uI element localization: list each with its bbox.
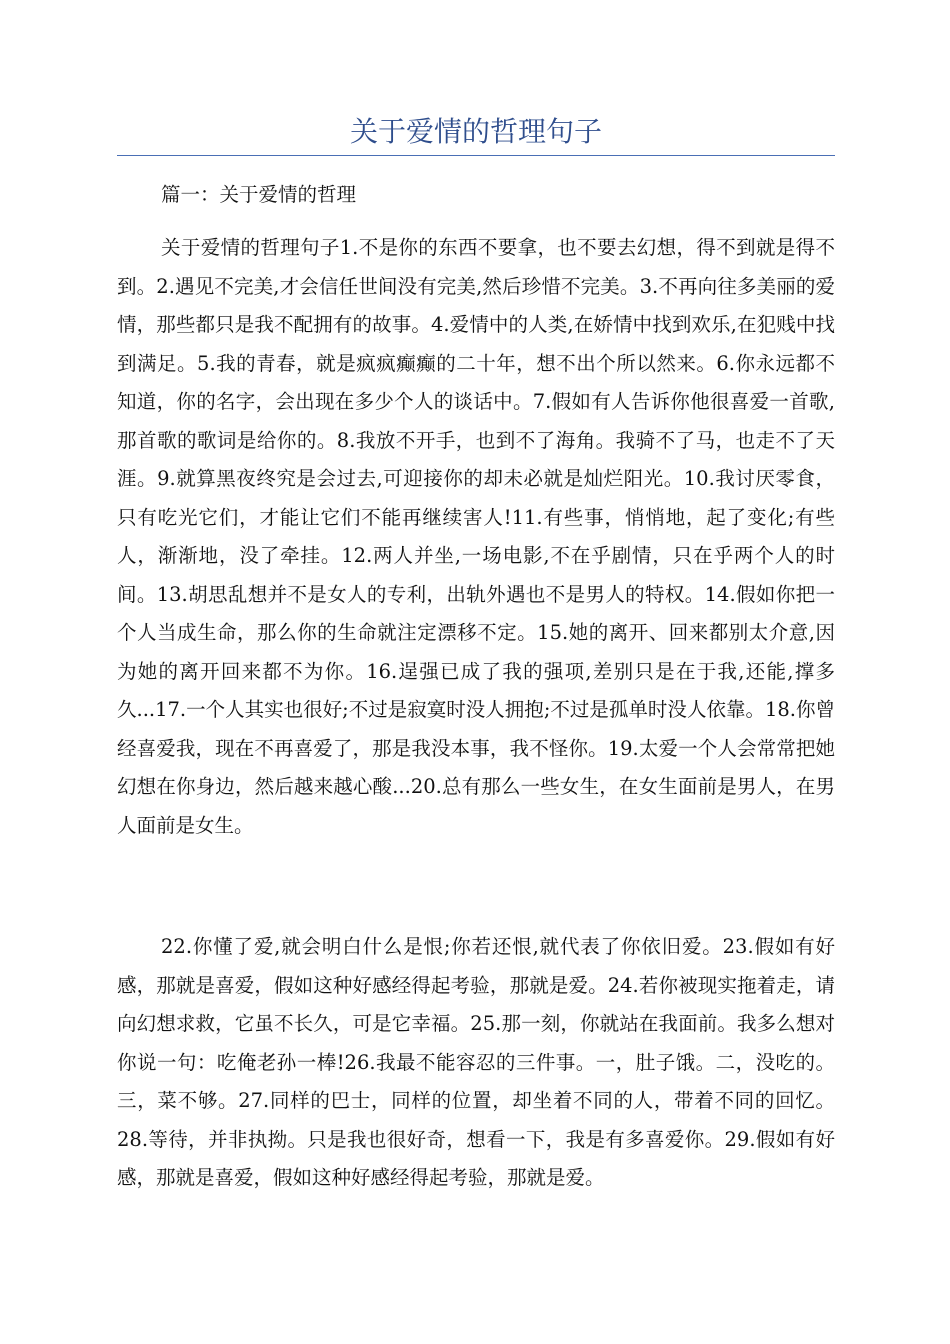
- document-title: 关于爱情的哲理句子: [349, 115, 602, 148]
- title-underline-rule: [117, 155, 835, 156]
- paragraph-2: 22.你懂了爱,就会明白什么是恨;你若还恨,就代表了你依旧爱。23.假如有好感，那就是喜爱，假如这种好感经得起考验，那就是爱。24.若你被现实拖着走，请向幻想求救，它虽不长久，可是它幸福。25.那一刻，你就站在我面前。我多么想对你说一句：吃俺老孙一棒!26.我最不能容忍的三件事。一，肚子饿。二，没吃的。三，菜不够。27.同样的巴士，同样的位置，却坐着不同的人，带着不同的回忆。28.等待，并非执拗。只是我也很好奇，想看一下，我是有多喜爱你。29.假如有好感，那就是喜爱，假如这种好感经得起考验，那就是爱。: [117, 935, 835, 1189]
- paragraph-1: 关于爱情的哲理句子1.不是你的东西不要拿，也不要去幻想，得不到就是得不到。2.遇见不完美,才会信任世间没有完美,然后珍惜不完美。3.不再向往多美丽的爱情，那些都只是我不配拥有的故事。4.爱情中的人类,在娇情中找到欢乐,在犯贱中找到满足。5.我的青春，就是疯疯癫癫的二十年，想不出个所以然来。6.你永远都不知道，你的名字，会出现在多少个人的谈话中。7.假如有人告诉你他很喜爱一首歌,那首歌的歌词是给你的。8.我放不开手，也到不了海角。我骑不了马，也走不了天涯。9.就算黑夜终究是会过去,可迎接你的却未必就是灿烂阳光。10.我讨厌零食，只有吃光它们，才能让它们不能再继续害人!11.有些事，悄悄地，起了变化;有些人，渐渐地，没了牵挂。12.两人并坐,一场电影,不在乎剧情，只在乎两个人的时间。13.胡思乱想并不是女人的专利，出轨外遇也不是男人的特权。14.假如你把一个人当成生命，那么你的生命就注定漂移不定。15.她的离开、回来都别太介意,因为她的离开回来都不为你。16.逞强已成了我的强项,差别只是在于我,还能,撑多久...17.一个人其实也很好;不过是寂寞时没人拥抱;不过是孤单时没人依靠。18.你曾经喜爱我，现在不再喜爱了，那是我没本事，我不怪你。19.太爱一个人会常常把她幻想在你身边，然后越来越心酸...20.总有那么一些女生，在女生面前是男人，在男人面前是女生。: [117, 236, 835, 837]
- section-heading: 篇一：关于爱情的哲理: [161, 183, 357, 206]
